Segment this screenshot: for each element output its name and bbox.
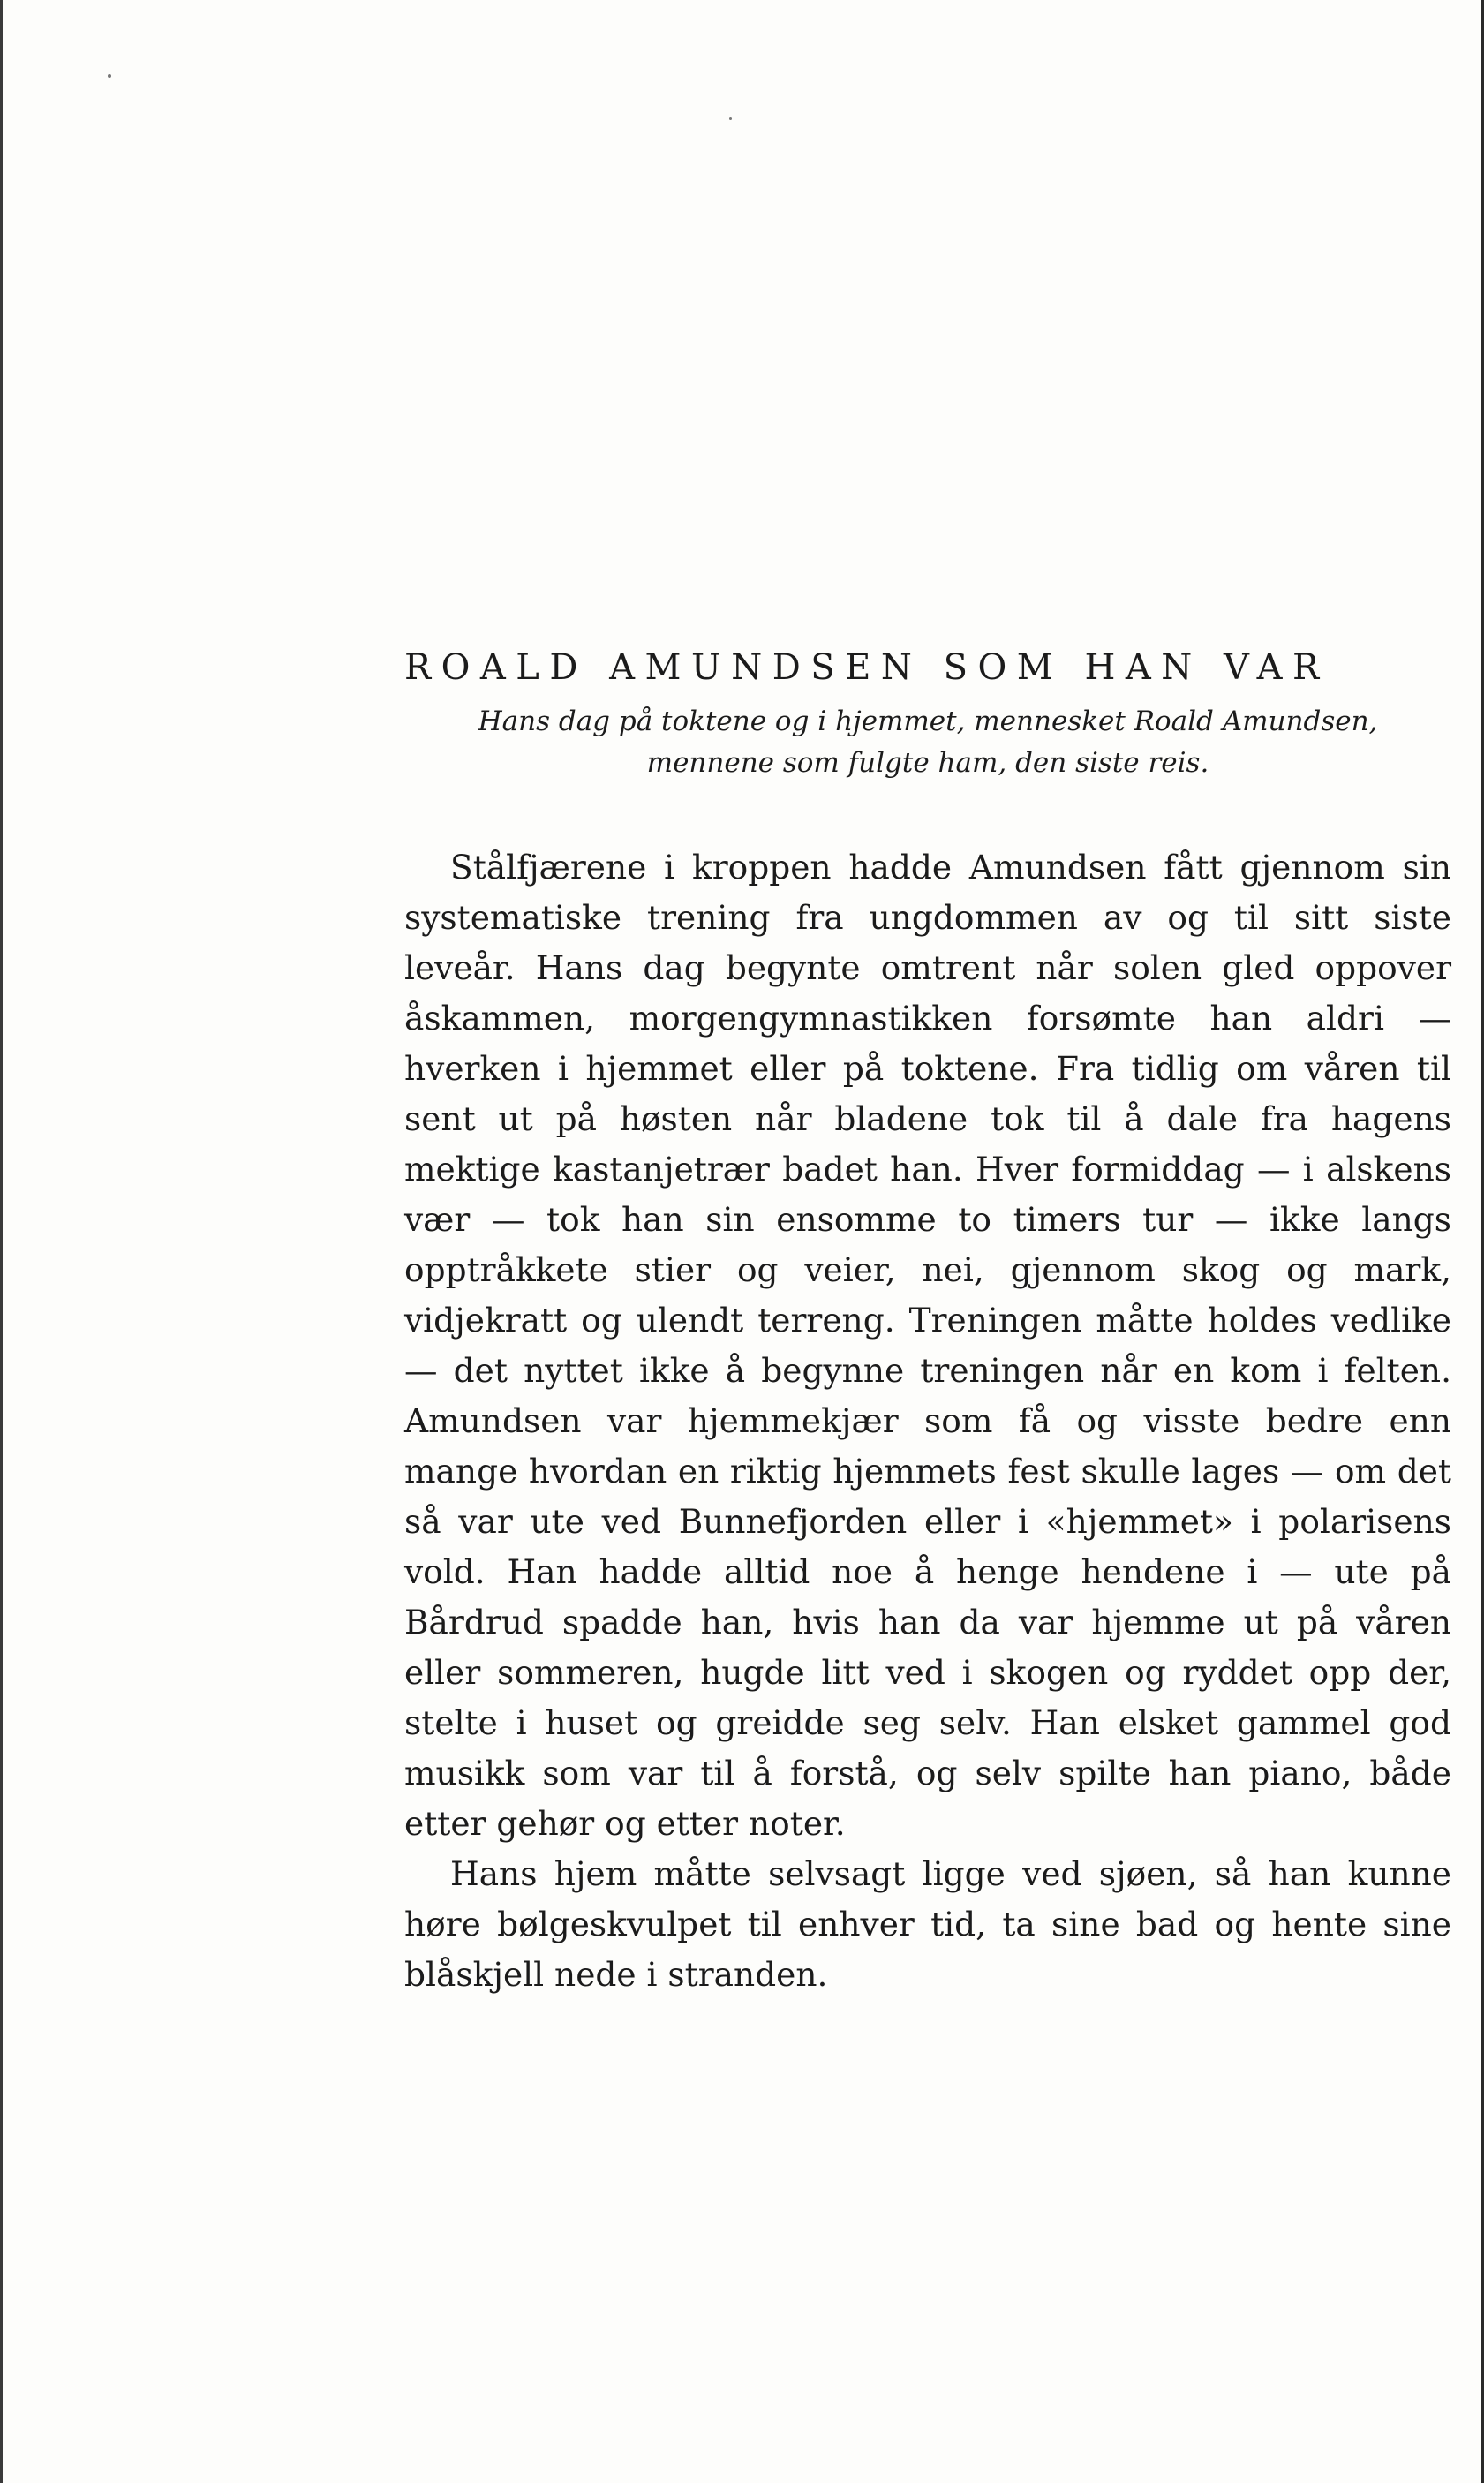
page-title: ROALD AMUNDSEN SOM HAN VAR: [404, 647, 1330, 688]
page-left-edge: [0, 0, 3, 2483]
paragraph-2: Hans hjem måtte selvsagt ligge ved sjøen, så han kunne høre bølgeskvulpet til enhver tid, ta sine bad og hente sine blåskjell nede i stranden.: [404, 1854, 1451, 1994]
paragraph-1: Stålfjærene i kroppen hadde Amundsen fått gjennom sin systematiske trening fra ungdommen av og til sitt siste leveår. Hans dag begynte omtrent når solen gled oppover åskammen, morgengymnastikken forsømte han aldri — hverken i hjemmet eller på toktene. Fra tidlig om våren til sent ut på høsten når bladene tok til å dale fra hagens mektige kastanjetrær badet han. Hver formiddag — i alskens vær — tok han sin ensomme to timers tur — ikke langs opptråkkete stier og veier, nei, gjennom skog og mark, vidjekratt og ulendt terreng. Treningen måtte holdes vedlike — det nyttet ikke å begynne treningen når en kom i felten. Amundsen var hjemmekjær som få og visste bedre enn mange hvordan en riktig hjemmets fest skulle lages — om det så var ute ved Bunnefjorden eller i «hjemmet» i polarisens vold. Han hadde alltid noe å henge hendene i — ute på Bårdrud spadde han, hvis han da var hjemme ut på våren eller sommeren, hugde litt ved i skogen og ryddet opp der, stelte i huset og greidde seg selv. Han elsket gammel god musikk som var til å forstå, og selv spilte han piano, både etter gehør og etter noter.: [404, 848, 1451, 1843]
paper-speck: [729, 117, 732, 120]
paper-speck: [108, 74, 111, 78]
body-text: [404, 842, 1451, 2000]
text-block: [404, 638, 1451, 2000]
page-subtitle: Hans dag på toktene og i hjemmet, mennesket Roald Amundsen, mennene som fulgte ham, den siste reis.: [478, 706, 1378, 779]
